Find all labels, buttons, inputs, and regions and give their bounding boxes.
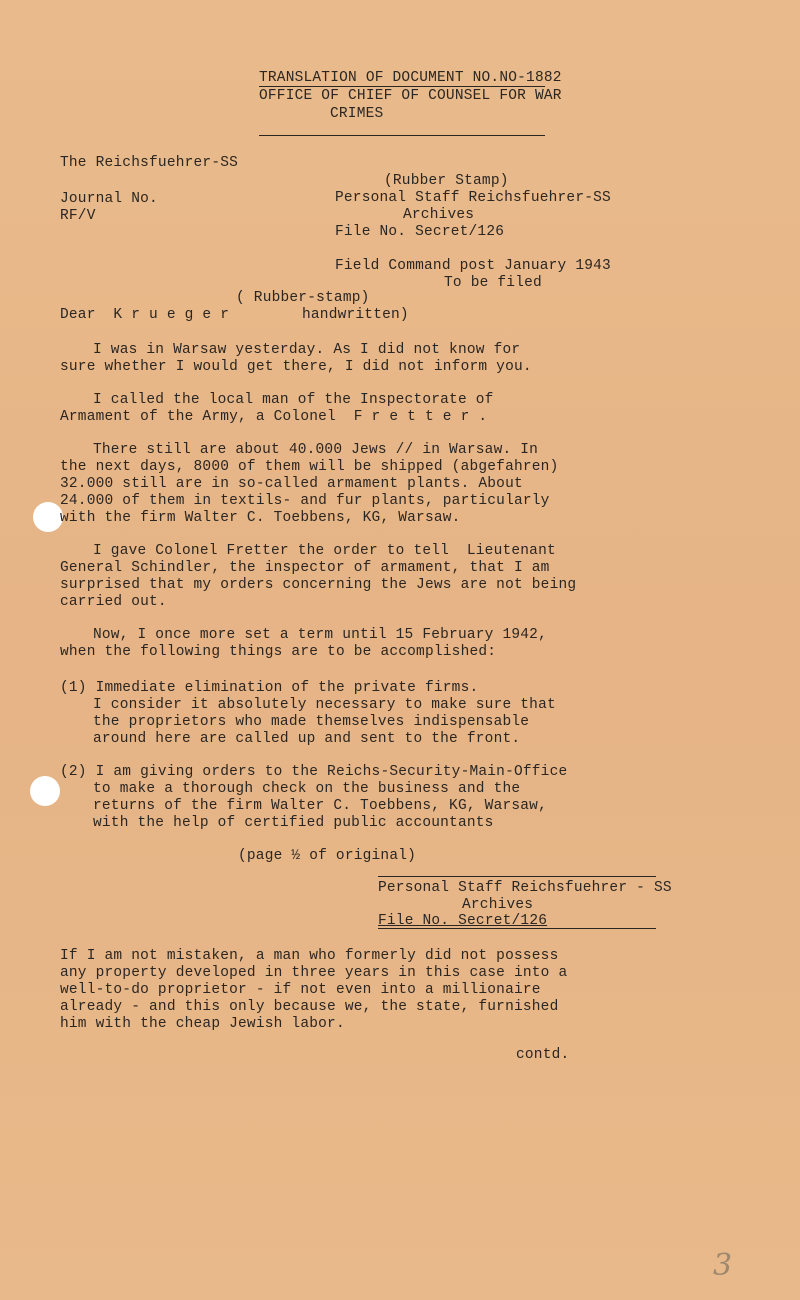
reference: RF/V xyxy=(60,208,96,224)
journal-no: Journal No. xyxy=(60,191,158,207)
paragraph-5-line-2: when the following things are to be accomplished: xyxy=(60,644,497,660)
item-2-line-4: with the help of certified public accountants xyxy=(93,815,494,831)
header-line-2: OFFICE OF CHIEF OF COUNSEL FOR WAR xyxy=(259,88,562,104)
stamp3-line-3: File No. Secret/126 xyxy=(378,913,548,929)
item-1-line-3: the proprietors who made themselves indispensable xyxy=(93,714,530,730)
stamp1-line-2: Personal Staff Reichsfuehrer-SS xyxy=(335,190,611,206)
closing-line-2: any property developed in three years in this case into a xyxy=(60,965,568,981)
paragraph-4-line-4: carried out. xyxy=(60,594,167,610)
closing-line-4: already - and this only because we, the state, furnished xyxy=(60,999,559,1015)
item-1-line-4: around here are called up and sent to the front. xyxy=(93,731,521,747)
field-command-line-1: Field Command post January 1943 xyxy=(335,258,611,274)
header-line-3: CRIMES xyxy=(330,106,384,122)
field-command-line-2: To be filed xyxy=(444,275,542,291)
paragraph-3-line-3: 32.000 still are in so-called armament plants. About xyxy=(60,476,523,492)
contd-marker: contd. xyxy=(516,1047,570,1063)
stamp1-line-3: Archives xyxy=(403,207,475,223)
paragraph-1-line-1: I was in Warsaw yesterday. As I did not know for xyxy=(93,342,521,358)
paragraph-4-line-2: General Schindler, the inspector of armament, that I am xyxy=(60,560,550,576)
paragraph-3-line-1: There still are about 40.000 Jews // in Warsaw. In xyxy=(93,442,539,458)
header-line-1: TRANSLATION OF DOCUMENT NO.NO-1882 xyxy=(259,70,562,86)
paragraph-2-line-2: Armament of the Army, a Colonel F r e t t e r . xyxy=(60,409,488,425)
paragraph-3-line-5: with the firm Walter C. Toebbens, KG, Warsaw. xyxy=(60,510,461,526)
stamp2-line-1: ( Rubber-stamp) xyxy=(236,290,370,306)
stamp3-bottom-rule xyxy=(378,928,656,929)
stamp1-line-1: (Rubber Stamp) xyxy=(384,173,509,189)
paragraph-3-line-4: 24.000 of them in textils- and fur plants, particularly xyxy=(60,493,550,509)
stamp2-line-2: handwritten) xyxy=(302,307,409,323)
stamp3-line-2: Archives xyxy=(462,897,534,913)
item-2-line-3: returns of the firm Walter C. Toebbens, KG, Warsaw, xyxy=(93,798,547,814)
stamp1-line-4: File No. Secret/126 xyxy=(335,224,505,240)
closing-line-3: well-to-do proprietor - if not even into a millionaire xyxy=(60,982,541,998)
stamp3-line-1: Personal Staff Reichsfuehrer - SS xyxy=(378,880,672,896)
page-number: 3 xyxy=(713,1248,733,1283)
paragraph-1-line-2: sure whether I would get there, I did not inform you. xyxy=(60,359,532,375)
sender: The Reichsfuehrer-SS xyxy=(60,155,239,171)
item-1-line-2: I consider it absolutely necessary to make sure that xyxy=(93,697,556,713)
header-rule xyxy=(259,135,545,136)
paragraph-4-line-1: I gave Colonel Fretter the order to tell Lieutenant xyxy=(93,543,556,559)
item-2-line-1: (2) I am giving orders to the Reichs-Security-Main-Office xyxy=(60,764,568,780)
item-1-line-1: (1) Immediate elimination of the private firms. xyxy=(60,680,479,696)
paragraph-5-line-1: Now, I once more set a term until 15 February 1942, xyxy=(93,627,547,643)
paragraph-4-line-3: surprised that my orders concerning the Jews are not being xyxy=(60,577,577,593)
punch-hole-top xyxy=(33,502,63,532)
stamp3-top-rule xyxy=(378,876,656,877)
paragraph-3-line-2: the next days, 8000 of them will be shipped (abgefahren) xyxy=(60,459,559,475)
closing-line-1: If I am not mistaken, a man who formerly did not possess xyxy=(60,948,559,964)
paragraph-2-line-1: I called the local man of the Inspectorate of xyxy=(93,392,494,408)
closing-line-5: him with the cheap Jewish labor. xyxy=(60,1016,345,1032)
item-2-line-2: to make a thorough check on the business and the xyxy=(93,781,521,797)
salutation: Dear K r u e g e r xyxy=(60,307,230,323)
page-note: (page ½ of original) xyxy=(238,848,417,864)
punch-hole-bottom xyxy=(30,776,60,806)
header-underline xyxy=(259,86,545,87)
